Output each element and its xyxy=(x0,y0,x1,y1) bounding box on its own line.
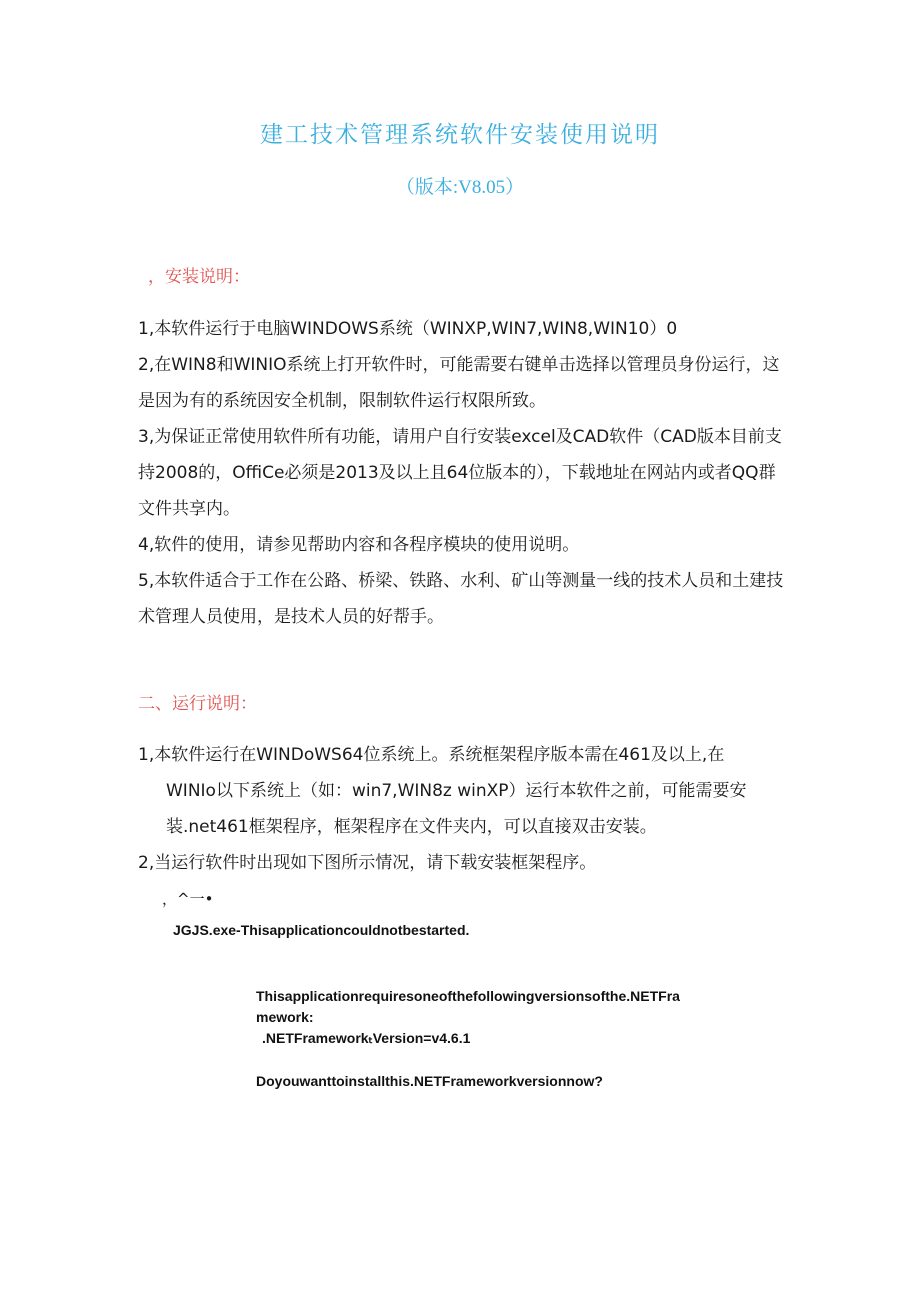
section-heading-install: ，安装说明： xyxy=(148,267,250,287)
section-heading-run: 二、运行说明： xyxy=(138,694,257,714)
dialog-question: Doyouwanttoinstallthis.NETFrameworkversionnow? xyxy=(256,1073,603,1089)
install-item-3: 3,为保证正常使用软件所有功能，请用户自行安装excel及CAD软件（CAD版本目前支持2008的，OffiCe必须是2013及以上且64位版本的），下载地址在网站内或者QQ群文件共享内。 xyxy=(138,427,782,519)
dialog-message-line-1: Thisapplicationrequiresoneofthefollowingversionsofthe.NETFra xyxy=(256,988,680,1004)
install-item-2: 2,在WIN8和WINIO系统上打开软件时，可能需要右键单击选择以管理员身份运行，这是因为有的系统因安全机制，限制软件运行权限所致。 xyxy=(138,355,780,411)
run-item-2: 2,当运行软件时出现如下图所示情况，请下载安装框架程序。 xyxy=(138,853,597,873)
run-item-1-continuation: WINIo以下系统上（如：win7,WIN8z winXP）运行本软件之前，可能需要安装.net461框架程序，框架程序在文件夹内，可以直接双击安装。 xyxy=(166,781,747,837)
run-item-1-first-line: 1,本软件运行在WINDoWS64位系统上。系统框架程序版本需在461及以上,在 xyxy=(138,745,725,765)
dialog-framework-version: .NETFrameworkₜVersion=v4.6.1 xyxy=(262,1030,471,1046)
dialog-artifact-glyph: ，^一• xyxy=(162,890,214,908)
dialog-message-line-2: mework: xyxy=(256,1009,314,1025)
install-item-5: 5,本软件适合于工作在公路、桥梁、铁路、水利、矿山等测量一线的技术人员和土建技术管理人员使用，是技术人员的好帮手。 xyxy=(138,571,784,627)
install-item-4: 4,软件的使用，请参见帮助内容和各程序模块的使用说明。 xyxy=(138,535,580,555)
install-item-1: 1,本软件运行于电脑WINDOWS系统（WINXP,WIN7,WIN8,WIN10）0 xyxy=(138,319,678,339)
document-version: （版本:V8.05） xyxy=(395,177,525,198)
run-item-1 xyxy=(138,737,788,845)
document-title: 建工技术管理系统软件安装使用说明 xyxy=(260,122,660,148)
dialog-title: JGJS.exe-Thisapplicationcouldnotbestarted. xyxy=(173,922,470,938)
